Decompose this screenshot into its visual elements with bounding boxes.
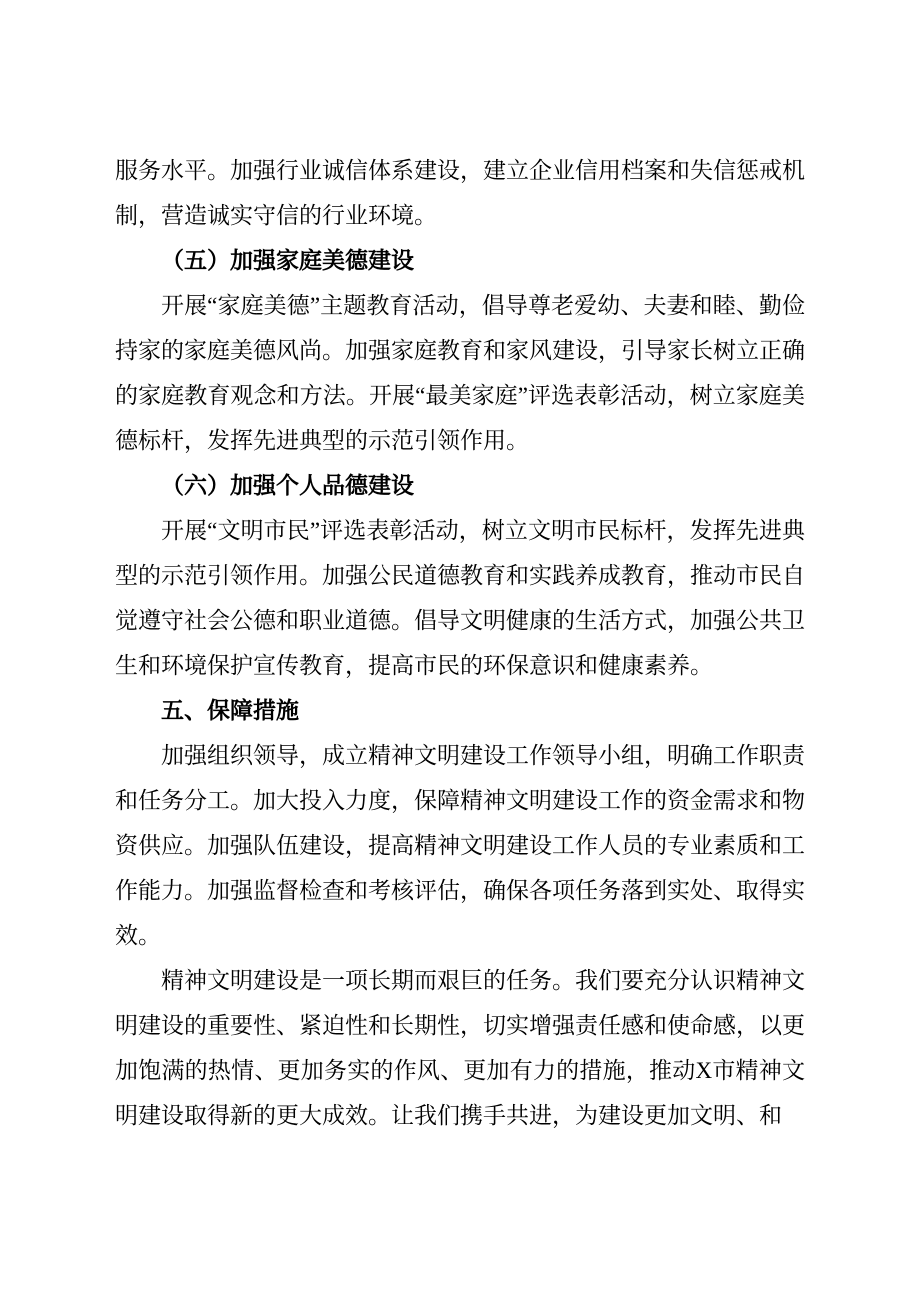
body-paragraph-family-virtue: 开展“家庭美德”主题教育活动，倡导尊老爱幼、夫妻和睦、勤俭持家的家庭美德风尚。加强家庭教育和家风建设，引导家长树立正确的家庭教育观念和方法。开展“最美家庭”评选表彰活动，树立家庭美德标杆，发挥先进典型的示范引领作用。 (115, 293, 805, 453)
body-paragraph-conclusion: 精神文明建设是一项长期而艰巨的任务。我们要充分认识精神文明建设的重要性、紧迫性和长期性，切实增强责任感和使命感，以更加饱满的热情、更加务实的作风、更加有力的措施，推动X市精神文明建设取得新的更大成效。让我们携手共进，为建设更加文明、和 (115, 968, 805, 1128)
section-heading-safeguard-measures: 五、保障措施 (161, 698, 299, 723)
section-heading-personal-morality: （六）加强个人品德建设 (161, 473, 414, 498)
body-paragraph-safeguard-measures: 加强组织领导，成立精神文明建设工作领导小组，明确工作职责和任务分工。加大投入力度，保障精神文明建设工作的资金需求和物资供应。加强队伍建设，提高精神文明建设工作人员的专业素质和工作能力。加强监督检查和考核评估，确保各项任务落到实处、取得实效。 (115, 743, 805, 948)
document-content (115, 148, 805, 1138)
body-paragraph-personal-morality: 开展“文明市民”评选表彰活动，树立文明市民标杆，发挥先进典型的示范引领作用。加强公民道德教育和实践养成教育，推动市民自觉遵守社会公德和职业道德。倡导文明健康的生活方式，加强公共卫生和环境保护宣传教育，提高市民的环保意识和健康素养。 (115, 518, 805, 678)
body-paragraph-continuation: 服务水平。加强行业诚信体系建设，建立企业信用档案和失信惩戒机制，营造诚实守信的行业环境。 (115, 158, 805, 228)
section-heading-family-virtue: （五）加强家庭美德建设 (161, 248, 414, 273)
